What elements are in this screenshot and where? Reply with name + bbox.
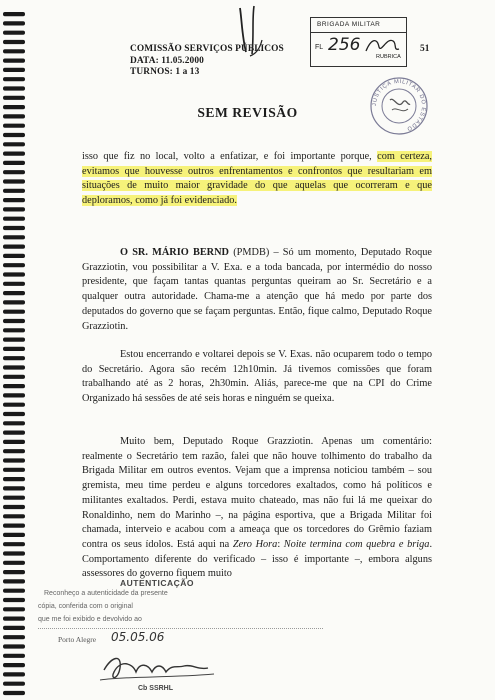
binding-coil	[3, 486, 25, 490]
binding-coil	[3, 59, 25, 63]
folio-stamp	[310, 17, 407, 67]
handwritten-mark	[232, 4, 272, 60]
binding-coil	[3, 31, 25, 35]
binding-coil	[3, 635, 25, 639]
binding-coil	[3, 514, 25, 518]
binding-coil	[3, 496, 25, 500]
binding-coil	[3, 431, 25, 435]
page-number: 51	[420, 44, 430, 54]
svg-text:JUSTIÇA MILITAR DO ESTADO: JUSTIÇA MILITAR DO ESTADO	[371, 78, 427, 132]
paragraph-4-text-c: . Comportamento diferente do verificado – isso é importante –, embora alguns assessores do governo fiquem muito	[82, 538, 433, 580]
binding-coil	[3, 440, 25, 444]
binding-coil	[3, 403, 25, 407]
binding-coil	[3, 170, 25, 174]
paragraph-1	[82, 150, 432, 209]
stamp-rubrica-label: RUBRICA	[376, 54, 401, 60]
binding-coil	[3, 77, 25, 81]
newspaper-headline: Noite termina com quebra e briga	[283, 538, 430, 550]
binding-coil	[3, 505, 25, 509]
binding-coil	[3, 68, 25, 72]
binding-coil	[3, 319, 25, 323]
binding-coil	[3, 365, 25, 369]
binding-coil	[3, 691, 25, 695]
binding-coil	[3, 589, 25, 593]
authentication-dotted-line	[38, 628, 323, 629]
binding-coil	[3, 570, 25, 574]
stamp-institution: BRIGADA MILITAR	[311, 18, 406, 33]
authentication-place: Porto Alegre	[58, 635, 97, 644]
binding-coil	[3, 617, 25, 621]
binding-coil	[3, 551, 25, 555]
binding-coil	[3, 449, 25, 453]
binding-coil	[3, 235, 25, 239]
binding-coil	[3, 291, 25, 295]
binding-coil	[3, 272, 25, 276]
binding-coil	[3, 282, 25, 286]
binding-coil	[3, 356, 25, 360]
speaker-name: O SR. MÁRIO BERND	[120, 247, 229, 258]
binding-coil	[3, 347, 25, 351]
binding-coil	[3, 49, 25, 53]
binding-coil	[3, 133, 25, 137]
binding-coil	[3, 626, 25, 630]
binding-coil	[3, 263, 25, 267]
binding-coil	[3, 533, 25, 537]
binding-coil	[3, 375, 25, 379]
newspaper-name: Zero Hora	[232, 538, 278, 550]
binding-coil	[3, 524, 25, 528]
binding-coil	[3, 189, 25, 193]
authentication-line-1: Reconheço a autenticidade da presente	[44, 590, 168, 597]
paragraph-4-text-a: Muito bem, Deputado Roque Grazziotin. Apenas um comentário: realmente o Secretário tem razão, falei que não houve tolhimento do trabalho da Brigada Militar em outros eventos. Vejam que a imprensa noticiou também – sou gremista, meu time perdeu e alguns torcedores exaltados, como há políticos e militantes exaltados. Perdi, estava muito chateado, mas não fui lá me queixar do Ronaldinho, nem do Marinho –, na página esportiva, que a Brigada Militar foi chamada, interveio e acabou com a ameaça que os torcedores do Grêmio faziam contra os seus ídolos. Está aqui na	[82, 436, 432, 550]
binding-coil	[3, 179, 25, 183]
binding-coil	[3, 663, 25, 667]
binding-coil	[3, 607, 25, 611]
binding-coil	[3, 300, 25, 304]
binding-coil	[3, 644, 25, 648]
authentication-stamp	[38, 578, 323, 696]
paragraph-4-text-b: :	[277, 538, 284, 550]
binding-coil	[3, 384, 25, 388]
authentication-line-3: que me foi exibido e devolvido ao	[38, 616, 142, 623]
authentication-signer: Cb SSRHL	[138, 685, 173, 692]
binding-coil	[3, 254, 25, 258]
binding-coil	[3, 245, 25, 249]
authentication-signature	[98, 650, 218, 686]
binding-coil	[3, 142, 25, 146]
binding-coil	[3, 393, 25, 397]
session-date: DATA: 11.05.2000	[130, 55, 204, 66]
stamp-fl-label: FL	[315, 44, 324, 51]
binding-coil	[3, 226, 25, 230]
binding-coil	[3, 12, 25, 16]
binding-coil	[3, 682, 25, 686]
committee-name: COMISSÃO SERVIÇOS PÚBLICOS	[130, 44, 284, 54]
binding-coil	[3, 328, 25, 332]
paragraph-1-text: isso que fiz no local, volto a enfatizar, e foi importante porque,	[82, 151, 378, 162]
binding-coil	[3, 40, 25, 44]
paragraph-3: Estou encerrando e voltarei depois se V. Exas. não ocuparem todo o tempo do Secretário. Agora são recém 12h10min. Já tivemos comissões que foram trabalhando até as 2 horas, 2h30min. Aliás, parece-me que na CPI do Crime Organizado há sessões de até seis horas e ninguém se queixa.	[82, 349, 432, 405]
binding-coil	[3, 672, 25, 676]
binding-coil	[3, 198, 25, 202]
binding-coil	[3, 412, 25, 416]
binding-coil	[3, 86, 25, 90]
paragraph-4	[82, 435, 432, 582]
binding-coil	[3, 96, 25, 100]
binding-coil	[3, 161, 25, 165]
binding-coil	[3, 207, 25, 211]
authentication-line-2: cópia, conferida com o original	[38, 603, 133, 610]
highlighted-text: com certeza, evitamos que houvesse outros enfrentamentos e confrontos que resultariam em situações de muito maior gravidade do que aquelas que ocorreram e que deploramos, como já foi evidenciado.	[82, 151, 432, 207]
paragraph-2	[82, 246, 432, 334]
binding-coil	[3, 338, 25, 342]
binding-coil	[3, 152, 25, 156]
authentication-date: 05.05.06	[111, 630, 165, 644]
paragraph-2-text: (PMDB) – Só um momento, Deputado Roque Grazziotin, vou possibilitar a V. Exa. e a toda bancada, por intermédio do nosso presidente, que façam tantas quantas perguntas queiram ao Sr. Secretário e a qualquer outra autoridade. Chama-me a atenção que há medo por parte dos deputados do governo que se façam perguntas. Então, fique calmo, Deputado Roque Grazziotin.	[82, 247, 432, 332]
binding-coil	[3, 124, 25, 128]
binding-coil	[3, 477, 25, 481]
binding-coil	[3, 217, 25, 221]
page-title: SEM REVISÃO	[197, 105, 298, 120]
binding-coil	[3, 579, 25, 583]
binding-coil	[3, 542, 25, 546]
authentication-title: AUTENTICAÇÃO	[120, 578, 194, 588]
stamp-folio-number: 256	[328, 35, 361, 55]
binding-coil	[3, 421, 25, 425]
binding-coil	[3, 310, 25, 314]
binding-coil	[3, 598, 25, 602]
binding-coil	[3, 468, 25, 472]
binding-coil	[3, 561, 25, 565]
binding-coil	[3, 654, 25, 658]
session-turns: TURNOS: 1 a 13	[130, 67, 200, 77]
binding-coil	[3, 458, 25, 462]
binding-coil	[3, 21, 25, 25]
